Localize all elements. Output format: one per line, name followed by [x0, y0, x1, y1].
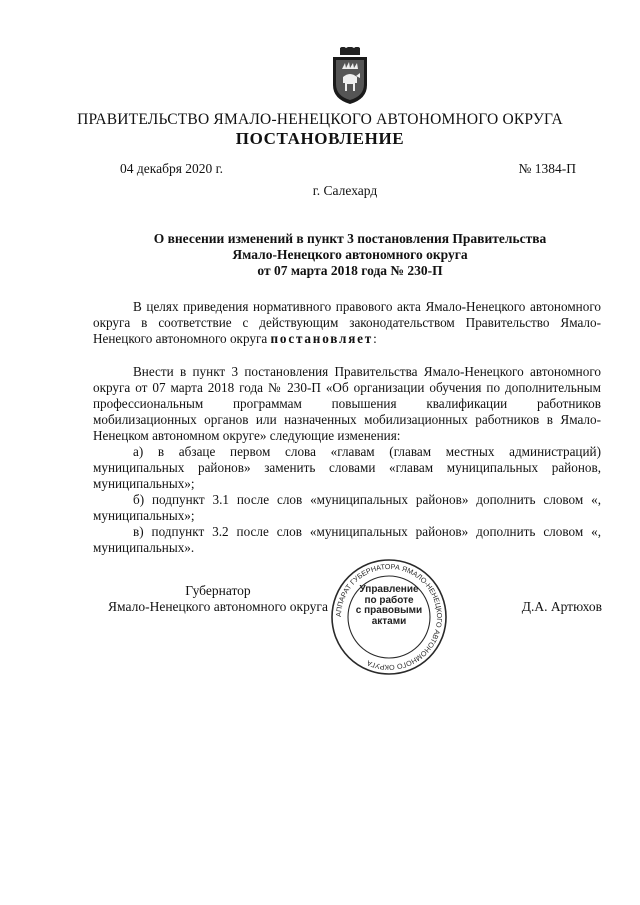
paragraph-amend: Внести в пункт 3 постановления Правительства Ямало-Ненецкого автономного округа от 07 марта 2018 года № 230-П «Об организации обучения по дополнительным профессиональным программам повышения квалификации работников мобилизационных органов или назначенных мобилизационных работников в Ямало-Ненецком автономном округе» следующие изменения: — [93, 364, 601, 443]
preamble-text: В целях приведения нормативного правового акта Ямало-Ненецкого автономного округа в соответствие с действующим законодательством Правительство Ямало-Ненецкого автономного округа — [93, 299, 601, 346]
document-title — [100, 231, 600, 279]
title-line-1: О внесении изменений в пункт 3 постановления Правительства — [153, 231, 547, 246]
document-body — [93, 299, 601, 556]
signer-role-line-2: Ямало-Ненецкого автономного округа — [108, 599, 328, 614]
stamp-center-text — [351, 585, 427, 627]
signer-name: Д.А. Артюхов — [521, 599, 602, 614]
stamp-line-4: актами — [371, 615, 407, 627]
stamp-line-1: Управление — [359, 584, 419, 595]
paragraph-item-a: а) в абзаце первом слова «главам (главам местных администраций) муниципальных районов» заменить словами «главам муниципальных районов, муниципальных»; — [93, 444, 601, 491]
stamp-line-3: с правовыми — [355, 605, 423, 616]
document-number: № 1384-П — [518, 161, 576, 176]
preamble-end: : — [373, 331, 377, 346]
organization-name: ПРАВИТЕЛЬСТВО ЯМАЛО-НЕНЕЦКОГО АВТОНОМНОГО ОКРУГА — [77, 111, 563, 128]
signer-role-line-1: Губернатор — [185, 583, 251, 598]
stamp-line-2: по работе — [364, 594, 414, 606]
paragraph-preamble — [93, 299, 601, 347]
paragraph-item-b: б) подпункт 3.1 после слов «муниципальных районов» дополнить словом «, муниципальных»; — [93, 492, 601, 523]
document-city: г. Салехард — [312, 183, 378, 198]
signer-role — [94, 583, 342, 615]
yamal-coat-of-arms-icon — [330, 47, 370, 105]
title-line-3: от 07 марта 2018 года № 230-П — [257, 263, 443, 278]
document-type: ПОСТАНОВЛЕНИЕ — [235, 129, 405, 148]
document-date: 04 декабря 2020 г. — [120, 161, 224, 176]
stamp-ring-text: АППАРАТ ГУБЕРНАТОРА ЯМАЛО-НЕНЕЦКОГО АВТОНОМНОГО ОКРУГА — [333, 561, 445, 673]
resolution-keyword: постановляет — [270, 331, 374, 346]
paragraph-item-c: в) подпункт 3.2 после слов «муниципальных районов» дополнить словом «, муниципальных». — [93, 524, 601, 555]
title-line-2: Ямало-Ненецкого автономного округа — [232, 247, 468, 262]
